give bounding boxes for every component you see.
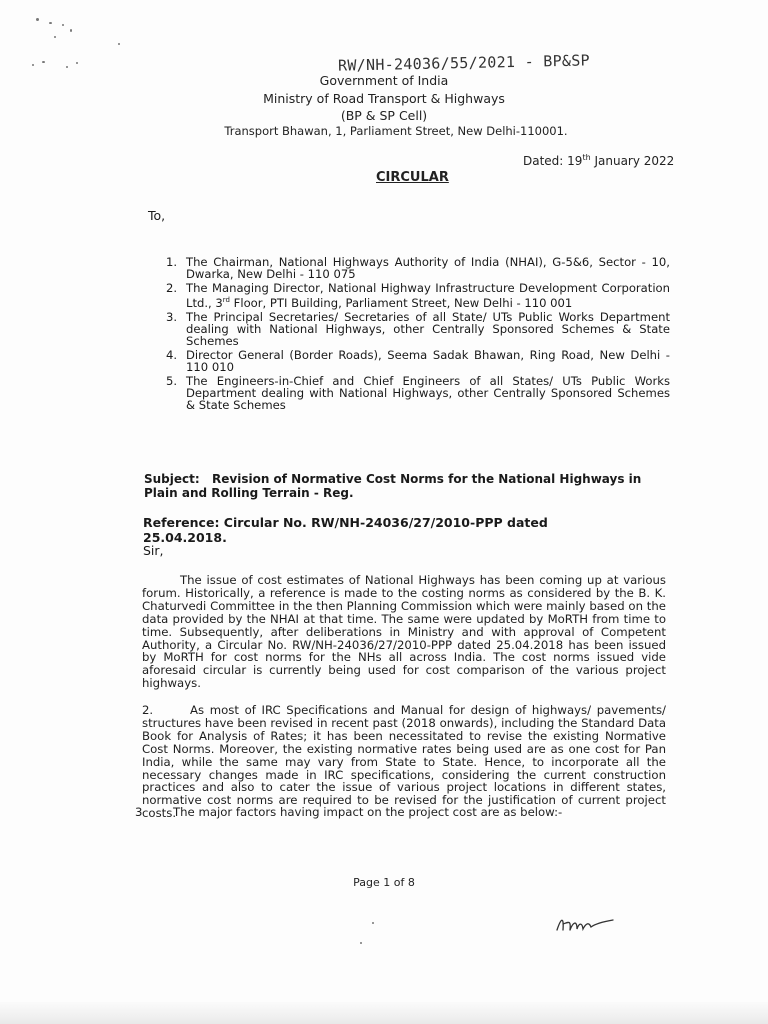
subject-line (144, 472, 666, 500)
scan-speck (32, 64, 34, 66)
signature-mark (555, 908, 615, 938)
scan-speck (372, 922, 374, 924)
paragraph-1: The issue of cost estimates of National Highways has been coming up at various forum. Historically, a reference is made to the costing norms as considered by the B. K. Chaturvedi Committee in the then Planning Commission which were mainly based on the data provided by the NHAI at that time. The same were updated by MoRTH from time to time. Subsequently, after deliberations in Ministry and with approval of Competent Authority, a Circular No. RW/NH-24036/27/2010-PPP dated 25.04.2018 has been issued by MoRTH for cost norms for the NHs all across India. The cost norms issued vide aforesaid circular is currently being used for cost comparison of the various project highways. (142, 573, 666, 691)
scan-speck (70, 29, 72, 32)
paragraph-number: 3 (135, 805, 143, 819)
paragraph-2: 2. As most of IRC Specifications and Manual for design of highways/ pavements/ structures have been revised in recent past (2018 onwards), including the Standard Data Book for Analysis of Rates; it has been necessitated to revise the existing Normative Cost Norms. Moreover, the existing normative rates being used are as one cost for Pan India, while the same may vary from State to State. Hence, to incorporate all the necessary changes made in IRC specifications, considering the current construction practices and also to cater the issue of various project locations in different states, normative cost norms are required to be revised for the justification of current project costs. (142, 703, 666, 821)
circular-title: CIRCULAR (376, 170, 449, 185)
dated-line: Dated: 19th January 2022 (523, 153, 675, 168)
header-cell: (BP & SP Cell) (340, 108, 428, 123)
scan-speck (49, 22, 52, 24)
addressee-item: 4. Director General (Border Roads), Seema Sadak Bhawan, Ring Road, New Delhi - 110 010 (166, 347, 670, 374)
addressee-item: 3. The Principal Secretaries/ Secretaries of all State/ UTs Public Works Department dealing with National Highways, other Centrally Sponsored Schemes & State Schemes (166, 309, 670, 348)
scan-speck (62, 24, 64, 26)
subject-text: Revision of Normative Cost Norms for the National Highways in Plain and Rolling Terrain - Reg. (144, 472, 642, 500)
header-address: Transport Bhawan, 1, Parliament Street, New Delhi-110001. (224, 124, 568, 138)
addressee-list (166, 256, 670, 413)
paragraph-number: 2. (142, 703, 154, 717)
reference-line: Reference: Circular No. RW/NH-24036/27/2010-PPP dated 25.04.2018. (143, 515, 548, 545)
scan-speck (42, 61, 45, 63)
addressee-item: 1. The Chairman, National Highways Authority of India (NHAI), G-5&6, Sector - 10, Dwarka, New Delhi - 110 075 (166, 255, 670, 281)
to-label: To, (148, 208, 166, 223)
scan-speck (66, 66, 68, 68)
subject-label: Subject: (144, 472, 200, 486)
scan-speck (360, 942, 362, 944)
header-ministry: Ministry of Road Transport & Highways (263, 91, 505, 106)
salutation: Sir, (143, 543, 164, 558)
scan-speck (36, 18, 39, 21)
header-government: Government of India (319, 73, 449, 88)
page-number: Page 1 of 8 (353, 876, 415, 889)
handwritten-file-reference: RW/NH-24036/55/2021 - BP&SP (337, 51, 591, 75)
addressee-item: 5. The Engineers-in-Chief and Chief Engineers of all States/ UTs Public Works Department dealing with National Highways, other Centrally Sponsored Schemes & State Schemes (166, 373, 670, 412)
scan-bottom-edge (0, 1002, 768, 1024)
addressee-item: 2. The Managing Director, National Highway Infrastructure Development Corporation Ltd., 3rd Floor, PTI Building, Parliament Street, New Delhi - 110 001 (166, 281, 670, 310)
scan-speck (76, 62, 78, 64)
scan-speck (54, 36, 56, 38)
paragraph-3: 3 The major factors having impact on the project cost are as below:- (135, 805, 563, 819)
scan-speck (118, 43, 120, 45)
